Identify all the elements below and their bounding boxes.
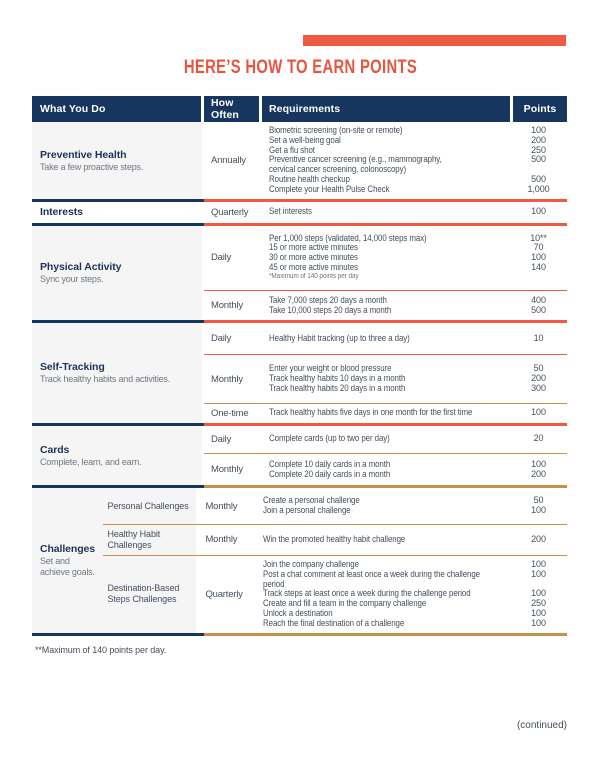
requirements-cell: [262, 434, 510, 444]
table-row: [202, 426, 567, 453]
points-value: 100: [531, 568, 546, 579]
requirements-cell: [262, 296, 510, 316]
continued-marker: (continued): [516, 720, 567, 731]
frequency-cell: Monthly: [211, 373, 243, 385]
requirement-line: Complete your Health Pulse Check: [269, 183, 390, 194]
section-label: Self-Tracking: [40, 361, 105, 374]
frequency-cell: Monthly: [211, 300, 243, 312]
section-rows: [202, 323, 567, 422]
requirements-cell: [262, 408, 510, 418]
section-left-cell: [32, 122, 202, 199]
points-value: 10: [533, 332, 544, 343]
requirement-line: *Maximum of 140 points per day: [269, 272, 359, 280]
requirement-line: Track healthy habits 10 days in a month: [269, 373, 406, 384]
frequency-cell: Monthly: [211, 464, 243, 476]
points-value: 100: [531, 505, 546, 516]
section-subtitle: Set and achieve goals.: [40, 556, 95, 577]
points-value: 200: [531, 534, 546, 545]
requirement-line: Unlock a destination: [263, 607, 334, 618]
requirement-line: Biometric screening (on-site or remote): [269, 125, 403, 135]
requirement-line: Per 1,000 steps (validated, 14,000 steps max): [269, 232, 427, 243]
col-header-points: Points: [513, 96, 567, 122]
frequency-cell: Daily: [211, 251, 232, 263]
points-cell: [510, 364, 567, 393]
col-header-what-you-do: What You Do: [32, 96, 201, 122]
points-value: 200: [531, 134, 546, 145]
challenge-type-label: Personal Challenges: [107, 500, 189, 511]
section-subtitle: Take a few proactive steps.: [40, 161, 144, 172]
table-row: [101, 556, 567, 633]
points-value: 500: [531, 173, 546, 184]
requirement-line: 30 or more active minutes: [269, 252, 358, 263]
table-section-preventive-health: [32, 122, 567, 199]
requirement-line: Take 7,000 steps 20 days a month: [269, 294, 387, 305]
table-row: [202, 122, 567, 199]
table-row: [202, 323, 567, 354]
requirements-cell: [262, 364, 510, 393]
table-row: [101, 488, 567, 524]
points-value: 250: [531, 144, 546, 155]
points-value: [510, 273, 567, 281]
points-value: 100: [531, 558, 546, 569]
section-label: Interests: [40, 206, 83, 219]
requirement-line: Join the company challenge: [263, 558, 360, 569]
table-section-interests: [32, 202, 567, 223]
section-divider-navy: [32, 633, 204, 636]
section-subtitle: Sync your steps.: [40, 274, 104, 285]
points-cell: [510, 408, 567, 418]
requirements-cell: [262, 234, 510, 281]
table-row: [202, 291, 567, 321]
requirements-cell: [262, 207, 510, 217]
table-row: [202, 404, 567, 423]
table-row: [101, 525, 567, 555]
table-row: [202, 226, 567, 290]
challenge-type-label: Healthy Habit Challenges: [107, 528, 161, 550]
table-section-physical-activity: [32, 226, 567, 321]
requirement-line: Track healthy habits 20 days in a month: [269, 382, 406, 393]
requirement-line: period: [263, 578, 285, 589]
requirements-cell: [256, 560, 510, 629]
requirements-cell: [256, 496, 510, 516]
section-divider: [32, 633, 567, 636]
points-value: 500: [531, 304, 546, 315]
section-rows: [101, 488, 567, 632]
requirement-line: Set interests: [269, 206, 312, 217]
table-header-row: [32, 96, 567, 122]
requirement-line: cervical cancer screening, colonoscopy): [269, 164, 407, 175]
section-left-cell: [32, 323, 202, 422]
page-title-text: HERE’S HOW TO EARN POINTS: [183, 57, 417, 78]
table-body: [32, 122, 567, 636]
points-value: 200: [531, 373, 546, 384]
points-cell: [510, 560, 567, 629]
requirements-cell: [256, 535, 510, 545]
requirement-line: Take 10,000 steps 20 days a month: [269, 304, 392, 315]
points-value: 100: [531, 458, 546, 469]
table-section-challenges: [32, 488, 567, 632]
frequency-cell: Quarterly: [205, 588, 243, 600]
section-subtitle: Complete, learn, and earn.: [40, 456, 142, 467]
requirement-line: Preventive cancer screening (e.g., mammography,: [269, 154, 442, 165]
table-row: [202, 202, 567, 223]
requirement-line: Healthy Habit tracking (up to three a day): [269, 332, 410, 343]
frequency-cell: Daily: [211, 433, 232, 445]
section-rows: [202, 122, 567, 199]
points-value: 100: [531, 588, 546, 599]
top-accent-bar: [303, 35, 566, 46]
points-cell: [510, 496, 567, 516]
requirement-line: Join a personal challenge: [263, 505, 352, 516]
section-divider-accent: [204, 633, 567, 636]
page-title: [0, 57, 600, 79]
section-label: Cards: [40, 443, 70, 456]
points-value: 400: [531, 294, 546, 305]
points-table: [32, 96, 567, 636]
points-value: 50: [533, 495, 544, 506]
points-value: 100: [531, 125, 546, 135]
table-section-cards: [32, 426, 567, 486]
section-label: Physical Activity: [40, 261, 122, 274]
table-row: [202, 454, 567, 486]
points-value: 10**: [530, 232, 547, 243]
points-value: 50: [533, 363, 544, 374]
section-left-cell: [32, 488, 101, 632]
requirement-line: 45 or more active minutes: [269, 261, 358, 272]
points-value: 100: [531, 206, 546, 217]
points-cell: [510, 460, 567, 480]
requirement-line: Routine health checkup: [269, 173, 350, 184]
frequency-cell: Monthly: [205, 500, 238, 512]
points-value: 70: [533, 242, 544, 253]
requirement-line: Post a chat comment at least once a week during the challenge: [263, 568, 481, 579]
frequency-cell: Daily: [211, 333, 232, 345]
requirement-line: Get a flu shot: [269, 144, 315, 155]
points-value: 300: [531, 382, 546, 393]
points-cell: [510, 434, 567, 444]
col-header-requirements: Requirements: [262, 96, 510, 122]
points-value: 140: [531, 261, 546, 272]
requirement-line: Create a personal challenge: [263, 495, 361, 506]
requirements-cell: [262, 334, 510, 344]
points-value: 100: [531, 407, 546, 418]
points-cell: [510, 296, 567, 316]
section-left-cell: [32, 426, 202, 486]
requirement-line: Track steps at least once a week during the challenge period: [263, 588, 471, 599]
points-value: 250: [531, 598, 546, 609]
section-label: Challenges: [40, 543, 96, 556]
section-label: Preventive Health: [40, 148, 127, 161]
section-subtitle: Track healthy habits and activities.: [40, 374, 171, 385]
page-footnote: **Maximum of 140 points per day.: [35, 645, 167, 655]
points-cell: [510, 535, 567, 545]
points-value: 500: [531, 154, 546, 165]
frequency-cell: Annually: [211, 154, 246, 166]
requirement-line: Enter your weight or blood pressure: [269, 363, 392, 374]
table-section-self-tracking: [32, 323, 567, 422]
points-cell: [510, 334, 567, 344]
requirement-line: Track healthy habits five days in one month for the first time: [269, 407, 473, 418]
points-value: 1,000: [527, 183, 550, 194]
points-value: 100: [531, 252, 546, 263]
points-value: 20: [533, 433, 544, 444]
points-cell: [510, 207, 567, 217]
points-value: 100: [531, 617, 546, 628]
section-rows: [202, 426, 567, 486]
requirements-cell: [262, 460, 510, 480]
section-rows: [202, 202, 567, 223]
frequency-cell: One-time: [211, 407, 249, 419]
requirement-line: Complete cards (up to two per day): [269, 433, 390, 444]
points-value: 100: [531, 607, 546, 618]
requirement-line: Win the promoted healthy habit challenge: [263, 534, 406, 545]
frequency-cell: Monthly: [205, 534, 238, 546]
section-left-cell: [32, 202, 202, 223]
requirement-line: Create and fill a team in the company challenge: [263, 598, 427, 609]
frequency-cell: Quarterly: [211, 206, 249, 218]
table-row: [202, 355, 567, 402]
requirements-cell: [262, 126, 510, 195]
requirement-line: Complete 10 daily cards in a month: [269, 458, 391, 469]
requirement-line: Reach the final destination of a challenge: [263, 617, 405, 628]
requirement-line: Complete 20 daily cards in a month: [269, 468, 391, 479]
requirement-line: Set a well-being goal: [269, 134, 341, 145]
points-value: 200: [531, 468, 546, 479]
col-header-how-often: How Often: [204, 96, 259, 122]
points-cell: [510, 234, 567, 281]
section-left-cell: [32, 226, 202, 321]
points-cell: [510, 126, 567, 195]
challenge-type-label: Destination-Based Steps Challenges: [107, 583, 180, 605]
requirement-line: 15 or more active minutes: [269, 242, 358, 253]
section-rows: [202, 226, 567, 321]
